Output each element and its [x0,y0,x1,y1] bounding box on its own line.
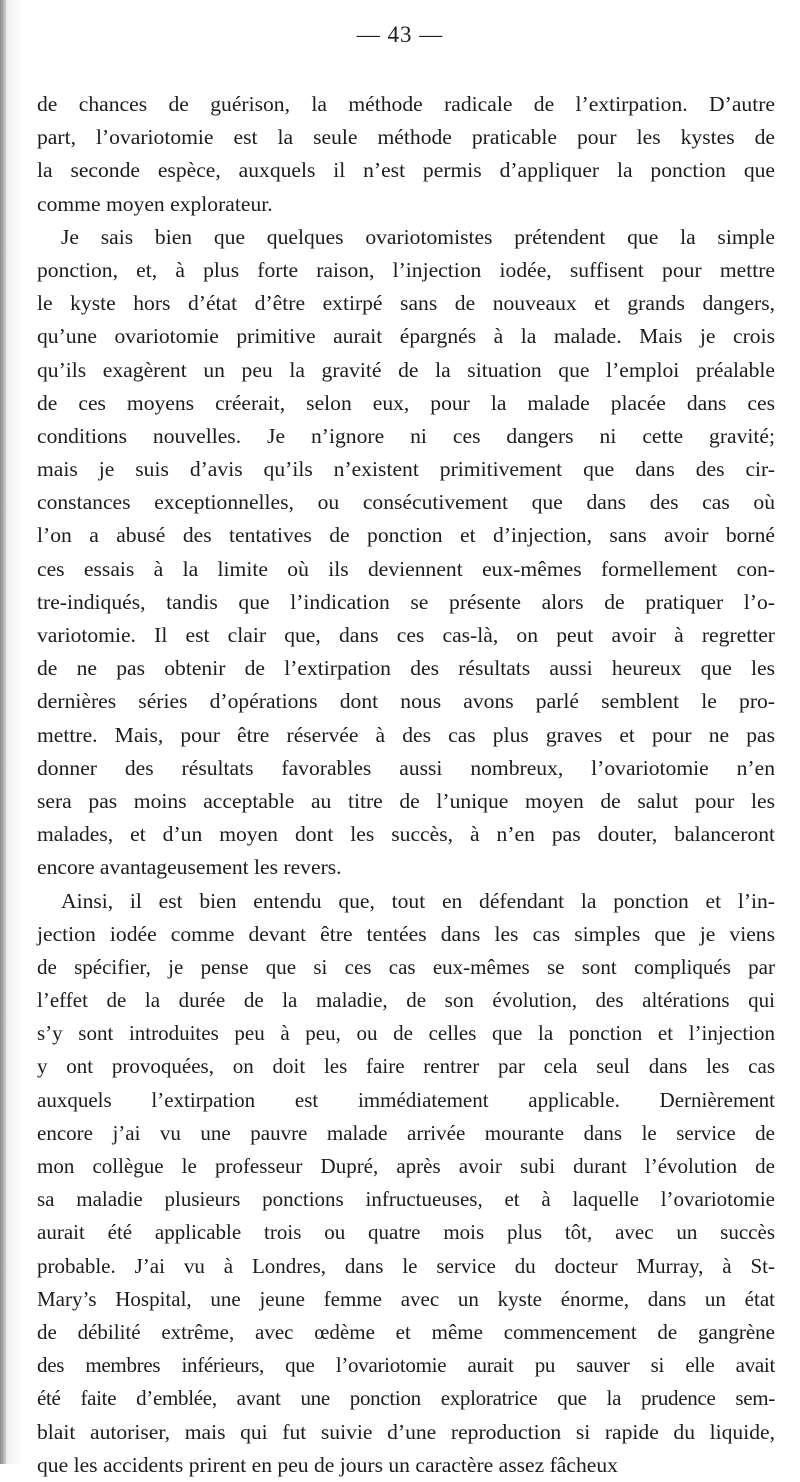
text-line: comme moyen explorateur. [37,191,273,216]
text-line: aurait été applicable trois ou quatre mois plus tôt, avec un succès [37,1220,775,1245]
text-line: la seconde espèce, auxquels il n’est permis d’appliquer la ponction que [37,158,775,183]
text-line: constances exceptionnelles, ou consécutivement que dans des cas où [37,490,775,515]
text-line: ponction, et, à plus forte raison, l’injection iodée, suffisent pour mettre [37,257,775,282]
text-line: malades, et d’un moyen dont les succès, à n’en pas douter, balanceront [37,822,775,847]
text-line: que les accidents prirent en peu de jours un caractère assez fâcheux [37,1452,618,1477]
text-line: dernières séries d’opérations dont nous avons parlé semblent le pro- [37,689,775,714]
text-line: de ces moyens créerait, selon eux, pour la malade placée dans ces [37,390,775,415]
text-line: encore avantageusement les revers. [37,855,342,880]
text-line: auxquels l’extirpation est immédiatement applicable. Dernièrement [37,1087,775,1112]
text-line: sa maladie plusieurs ponctions infructueuses, et à laquelle l’ovariotomie [37,1187,775,1212]
text-line: variotomie. Il est clair que, dans ces cas-là, on peut avoir à regretter [37,623,775,647]
binding-shadow [0,0,6,1464]
text-line: s’y sont introduites peu à peu, ou de celles que la ponction et l’injection [37,1021,775,1046]
text-line: Je sais bien que quelques ovariotomistes prétendent que la simple [61,224,775,249]
body-text [37,88,775,1482]
text-line: jection iodée comme devant être tentées dans les cas simples que je viens [37,921,775,946]
text-line: l’on a abusé des tentatives de ponction et d’injection, sans avoir borné [37,523,775,548]
text-line: ces essais à la limite où ils deviennent eux-mêmes formellement con- [37,556,775,581]
text-line: Mary’s Hospital, une jeune femme avec un kyste énorme, dans un état [37,1286,775,1311]
text-line: tre-indiqués, tandis que l’indication se présente alors de pratiquer l’o- [37,589,775,614]
text-line: l’effet de la durée de la maladie, de son évolution, des altérations qui [37,988,775,1013]
text-line: blait autoriser, mais qui fut suivie d’une reproduction si rapide du liquide, [37,1419,775,1444]
text-line: de débilité extrême, avec œdème et même commencement de gangrène [37,1319,775,1344]
text-line: mais je suis d’avis qu’ils n’existent primitivement que dans des cir- [37,457,775,482]
text-line: de ne pas obtenir de l’extirpation des résultats aussi heureux que les [37,656,775,681]
text-line: des membres inférieurs, que l’ovariotomie aurait pu sauver si elle avait [37,1353,775,1378]
text-line: qu’ils exagèrent un peu la gravité de la situation que l’emploi préalable [37,357,775,382]
text-line: probable. J’ai vu à Londres, dans le service du docteur Murray, à St- [37,1253,775,1278]
page-number: — 43 — [356,22,444,47]
text-line: Ainsi, il est bien entendu que, tout en défendant la ponction et l’in- [61,888,775,913]
text-line: donner des résultats favorables aussi nombreux, l’ovariotomie n’en [37,755,775,780]
text-line: mon collègue le professeur Dupré, après avoir subi durant l’évolution de [37,1154,775,1178]
text-line: part, l’ovariotomie est la seule méthode praticable pour les kystes de [37,125,775,150]
text-line: encore j’ai vu une pauvre malade arrivée mourante dans le service de [37,1120,775,1145]
text-line: conditions nouvelles. Je n’ignore ni ces dangers ni cette gravité; [37,423,775,448]
text-line: été faite d’emblée, avant une ponction exploratrice que la prudence sem- [37,1386,775,1411]
text-line: sera pas moins acceptable au titre de l’unique moyen de salut pour les [37,788,775,813]
text-line: mettre. Mais, pour être réservée à des cas plus graves et pour ne pas [37,722,775,747]
text-line: de chances de guérison, la méthode radicale de l’extirpation. D’autre [37,92,775,116]
text-line: qu’une ovariotomie primitive aurait épargnés à la malade. Mais je crois [37,324,775,349]
text-line: de spécifier, je pense que si ces cas eux-mêmes se sont compliqués par [37,954,775,979]
text-line: le kyste hors d’état d’être extirpé sans de nouveaux et grands dangers, [37,291,775,316]
text-line: y ont provoquées, on doit les faire rentrer par cela seul dans les cas [37,1054,775,1079]
